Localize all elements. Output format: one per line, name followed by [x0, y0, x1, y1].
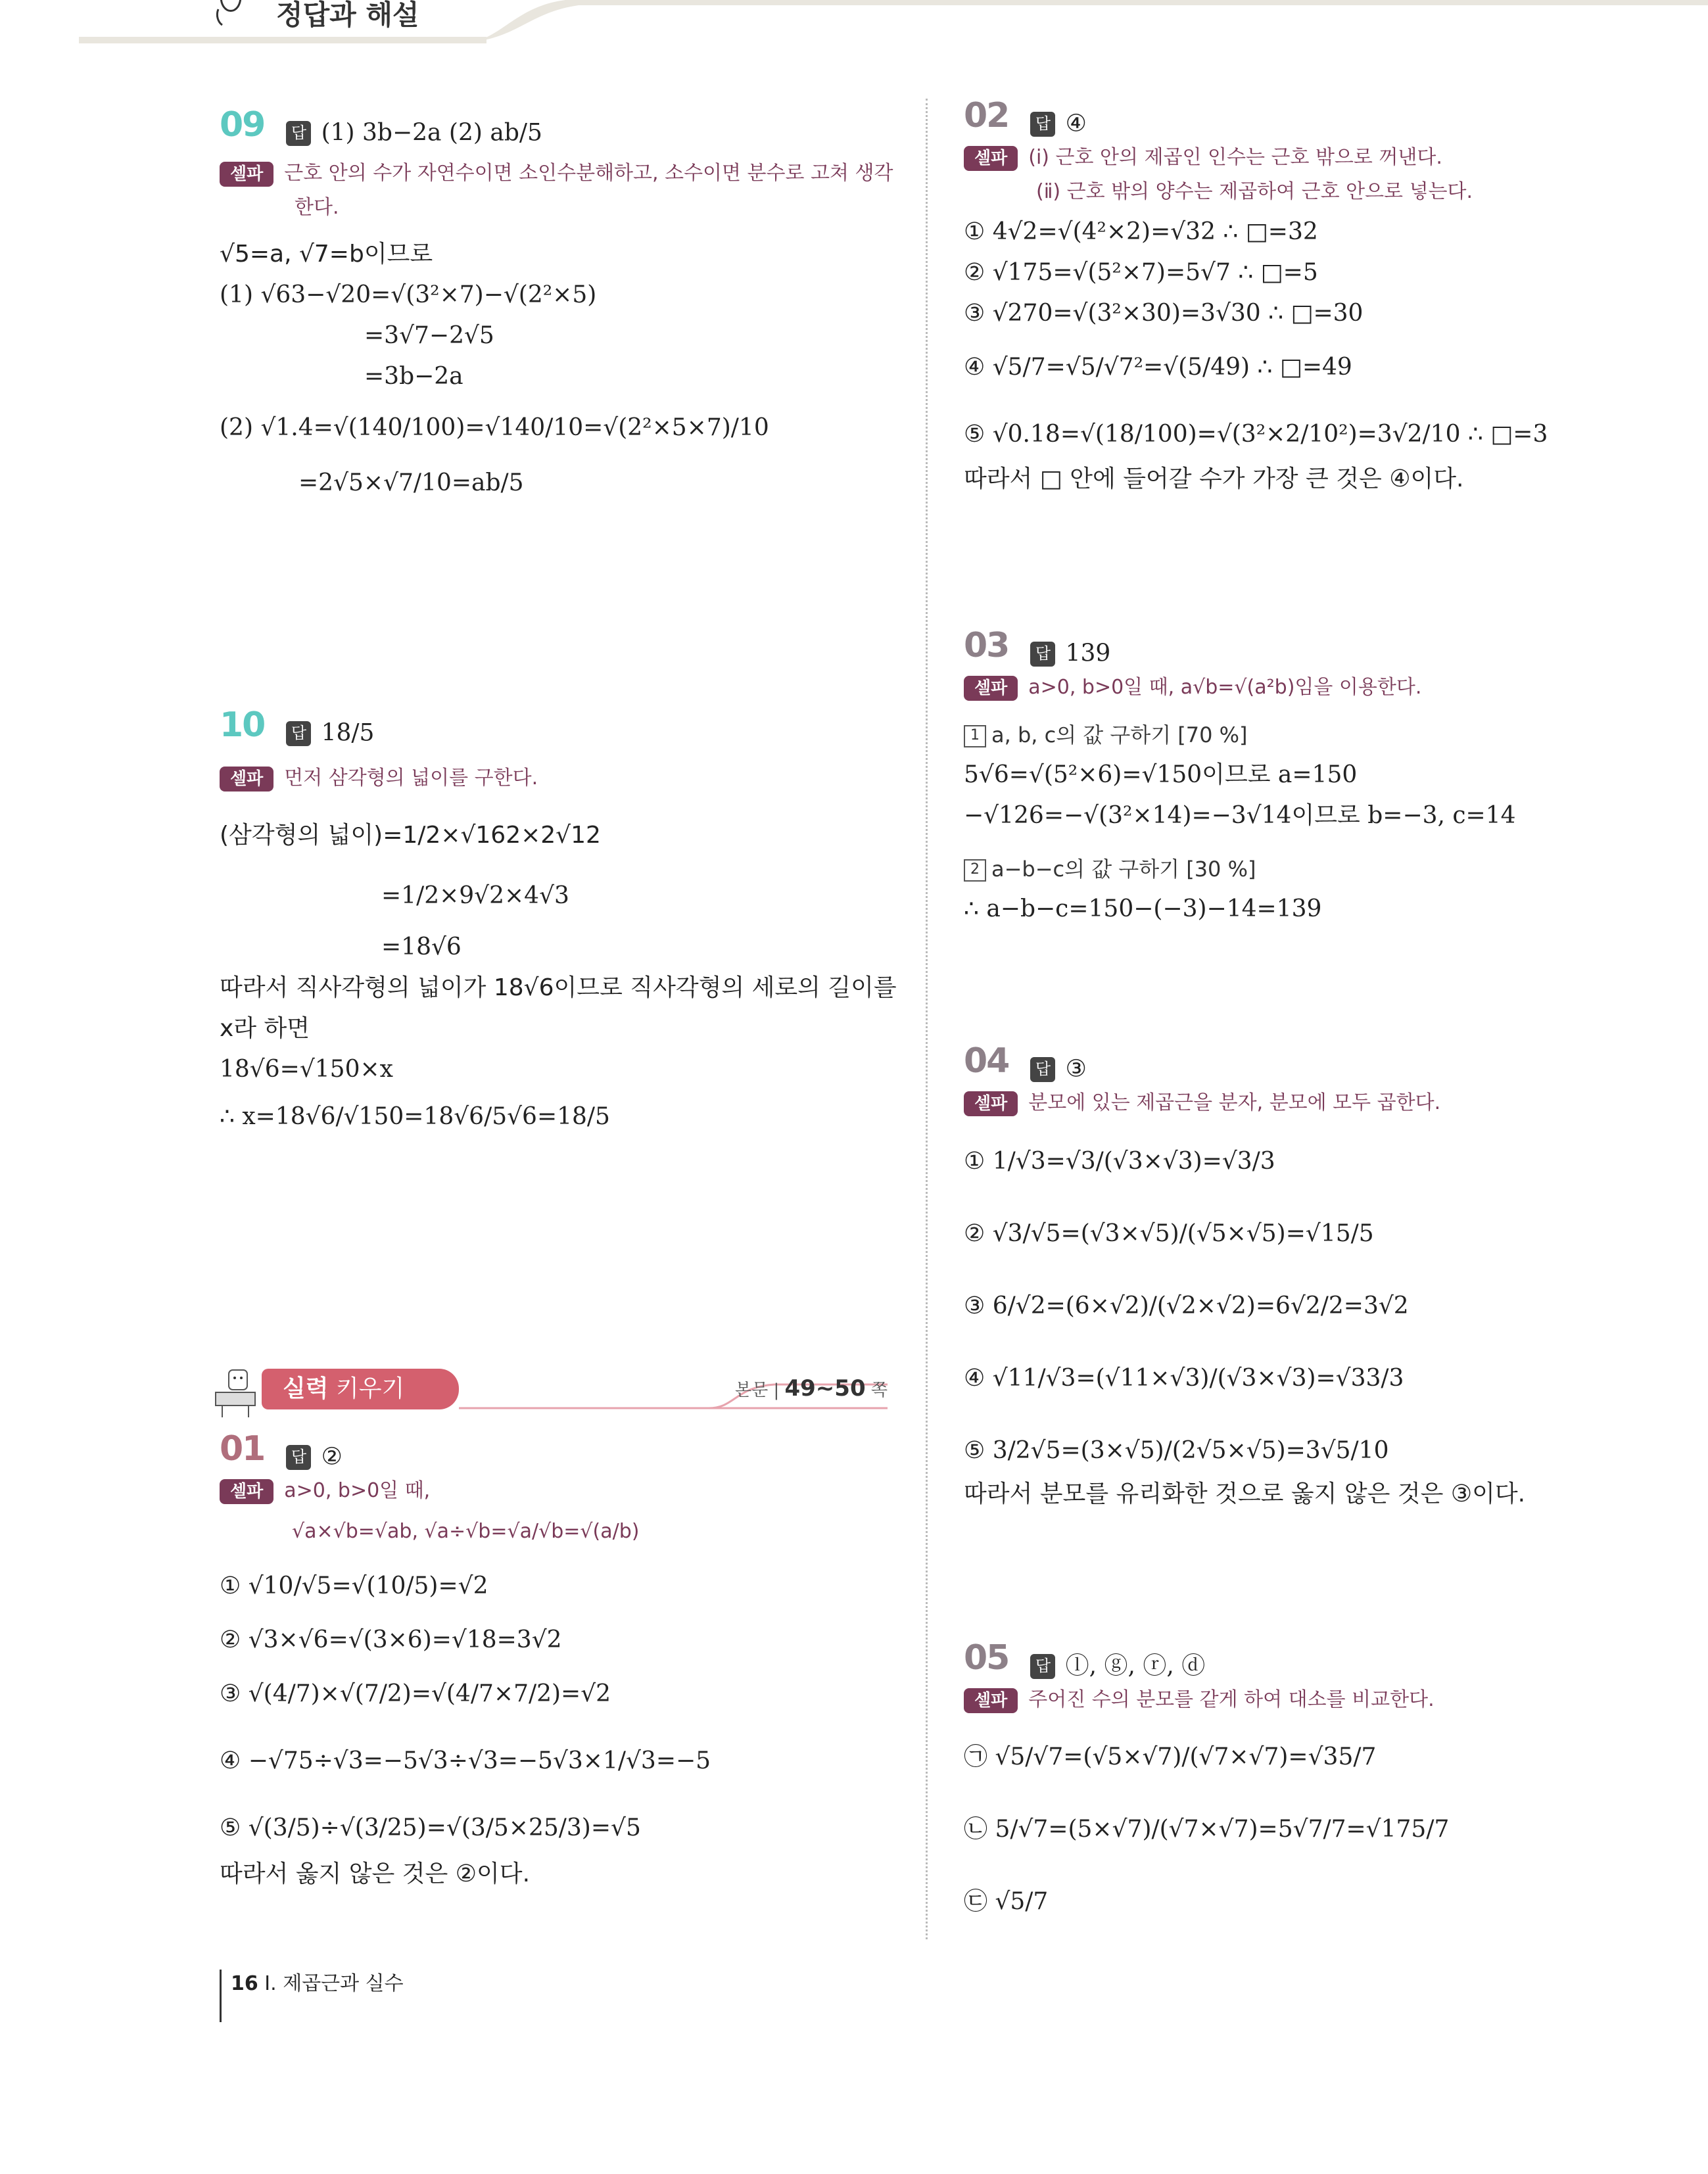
- solution-line: ⑤ √0.18=√(18/100)=√(3²×2/10²)=3√2/10 ∴ □=3: [964, 421, 1548, 448]
- tip-label: 셀파: [964, 146, 1018, 171]
- solution-line: 따라서 직사각형의 넓이가 18√6이므로 직사각형의 세로의 길이를: [220, 974, 897, 1001]
- banner-title-bold: 실력: [283, 1375, 329, 1402]
- tip-label: 셀파: [220, 162, 273, 187]
- solution-line: ② √3×√6=√(3×6)=√18=3√2: [220, 1626, 562, 1653]
- solution-line: (삼각형의 넓이)=1/2×√162×2√12: [220, 822, 601, 849]
- solution-line: (1) √63−√20=√(3²×7)−√(2²×5): [220, 281, 597, 308]
- tip-box: [220, 1474, 897, 1508]
- solution-line: ① 1/√3=√3/(√3×√3)=√3/3: [964, 1148, 1275, 1175]
- solution-line: 따라서 분모를 유리화한 것으로 옳지 않은 것은 ③이다.: [964, 1480, 1526, 1507]
- question-number: 02: [964, 96, 1009, 135]
- column-divider: [926, 99, 928, 1939]
- solution-line: ∴ a−b−c=150−(−3)−14=139: [964, 895, 1322, 922]
- section-banner: [209, 1361, 888, 1420]
- question-04: [964, 1036, 1687, 1515]
- banner-title: [262, 1369, 459, 1409]
- page-header: [0, 0, 1708, 43]
- solution-line: ④ −√75÷√3=−5√3÷√3=−5√3×1/√3=−5: [220, 1747, 711, 1774]
- solution-line: =2√5×√7/10=ab/5: [298, 469, 524, 496]
- solution-line: ③ 6/√2=(6×√2)/(√2×√2)=6√2/2=3√2: [964, 1292, 1409, 1319]
- page-reference: [735, 1375, 888, 1402]
- solution-line: ② √3/√5=(√3×√5)/(√5×√5)=√15/5: [964, 1220, 1374, 1247]
- tip-label: 셀파: [964, 676, 1018, 701]
- step-badge: 1: [964, 725, 986, 747]
- tip-label: 셀파: [220, 767, 273, 792]
- tip-text: a>0, b>0일 때,: [284, 1479, 431, 1502]
- question-01: [220, 1424, 897, 1895]
- answer-value: ②: [321, 1443, 343, 1471]
- solution-line: ∴ x=18√6/√150=18√6/5√6=18/5: [220, 1103, 610, 1130]
- solution-line: =3b−2a: [364, 363, 463, 390]
- solution-line: 18√6=√150×x: [220, 1056, 393, 1083]
- tip-text: 주어진 수의 분모를 같게 하여 대소를 비교한다.: [1028, 1688, 1435, 1711]
- solution-line: ⑤ 3/2√5=(3×√5)/(2√5×√5)=3√5/10: [964, 1437, 1389, 1464]
- solution-line: ③ √270=√(3²×30)=3√30 ∴ □=30: [964, 300, 1364, 327]
- answer-value: 139: [1065, 640, 1111, 667]
- question-05: [964, 1633, 1687, 1922]
- solution-line: ① √10/√5=√(10/5)=√2: [220, 1572, 488, 1599]
- answer-icon: 답: [1030, 1057, 1055, 1082]
- ref-pages: 49~50: [784, 1375, 866, 1402]
- answer-icon: 답: [286, 121, 311, 146]
- tip-box: [964, 1086, 1687, 1120]
- tip-label: 셀파: [220, 1479, 273, 1504]
- solution-line: ㉡ 5/√7=(5×√7)/(√7×√7)=5√7/7=√175/7: [964, 1816, 1450, 1843]
- tip-box: [964, 671, 1687, 705]
- answer-value: ④: [1065, 110, 1087, 137]
- banner-title-rest: 키우기: [328, 1375, 405, 1402]
- question-number: 04: [964, 1041, 1009, 1081]
- step-title: a, b, c의 값 구하기 [70 %]: [991, 722, 1248, 747]
- solution-line: (2) √1.4=√(140/100)=√140/10=√(2²×5×7)/10: [220, 414, 769, 441]
- tip-label: 셀파: [964, 1688, 1018, 1713]
- answer-icon: 답: [1030, 642, 1055, 667]
- solution-line: ⑤ √(3/5)÷√(3/25)=√(3/5×25/3)=√5: [220, 1814, 641, 1841]
- tip-box: [964, 141, 1687, 175]
- chapter-title: I. 제곱근과 실수: [264, 1972, 404, 1995]
- tip-label: 셀파: [964, 1091, 1018, 1116]
- solution-line: =3√7−2√5: [364, 322, 494, 349]
- solution-line: ④ √11/√3=(√11×√3)/(√3×√3)=√33/3: [964, 1365, 1404, 1392]
- step-2-heading: [964, 849, 1687, 889]
- solution-line: =1/2×9√2×4√3: [381, 882, 569, 909]
- step-title: a−b−c의 값 구하기 [30 %]: [991, 857, 1256, 882]
- solution-line: =18√6: [381, 933, 462, 960]
- answer-value: (1) 3b−2a (2) ab/5: [321, 119, 542, 147]
- tip-text: (ⅰ) 근호 안의 제곱인 인수는 근호 밖으로 꺼낸다.: [1028, 146, 1442, 169]
- tip-box: [220, 761, 897, 795]
- solution-line: x라 하면: [220, 1015, 310, 1042]
- tip-text-cont: 한다.: [295, 196, 339, 219]
- tip-text: 분모에 있는 제곱근을 분자, 분모에 모두 곱한다.: [1028, 1091, 1441, 1114]
- solution-line: 5√6=√(5²×6)=√150이므로 a=150: [964, 761, 1358, 788]
- solution-line: ① 4√2=√(4²×2)=√32 ∴ □=32: [964, 218, 1318, 245]
- header-band-shape: [0, 0, 1708, 43]
- tip-formula: √a×√b=√ab, √a÷√b=√a/√b=√(a/b): [292, 1520, 640, 1543]
- answer-icon: 답: [286, 1445, 311, 1470]
- tip-text-cont: (ⅱ) 근호 밖의 양수는 제곱하여 근호 안으로 넣는다.: [1036, 180, 1473, 203]
- ref-prefix: 본문 |: [734, 1381, 780, 1400]
- page-number: 16: [231, 1972, 258, 1995]
- solution-line: ④ √5/7=√5/√7²=√(5/49) ∴ □=49: [964, 354, 1352, 381]
- solution-line: ③ √(4/7)×√(7/2)=√(4/7×7/2)=√2: [220, 1680, 611, 1707]
- solution-line: 따라서 □ 안에 들어갈 수가 가장 큰 것은 ④이다.: [964, 465, 1464, 492]
- step-1-heading: [964, 715, 1687, 755]
- question-10: [220, 697, 897, 1137]
- header-title: 정답과 해설: [276, 0, 419, 31]
- answer-value: ③: [1065, 1055, 1087, 1083]
- ref-suffix: 쪽: [870, 1381, 888, 1400]
- tip-text: 먼저 삼각형의 넓이를 구한다.: [284, 767, 538, 790]
- tip-text: a>0, b>0일 때, a√b=√(a²b)임을 이용한다.: [1028, 676, 1422, 699]
- answer-icon: 답: [286, 721, 311, 746]
- question-02: [964, 91, 1687, 500]
- answer-value: 18/5: [321, 719, 375, 747]
- answer-icon: 답: [1030, 112, 1055, 137]
- question-09: [220, 99, 897, 504]
- solution-line: −√126=−√(3²×14)=−3√14이므로 b=−3, c=14: [964, 802, 1516, 829]
- tip-box: [220, 156, 897, 191]
- question-number: 03: [964, 626, 1009, 665]
- answer-icon: 답: [1030, 1654, 1055, 1679]
- step-badge: 2: [964, 859, 986, 882]
- solution-line: 따라서 옳지 않은 것은 ②이다.: [220, 1860, 531, 1887]
- question-number: 10: [220, 705, 265, 745]
- answer-value: ⓛ, ⓖ, ⓡ, ⓓ: [1065, 1652, 1206, 1680]
- question-number: 01: [220, 1429, 265, 1469]
- solution-line: √5=a, √7=b이므로: [220, 241, 433, 268]
- solution-line: ② √175=√(5²×7)=5√7 ∴ □=5: [964, 259, 1318, 286]
- solution-line: ㉠ √5/√7=(√5×√7)/(√7×√7)=√35/7: [964, 1743, 1377, 1770]
- question-number: 05: [964, 1638, 1009, 1678]
- tip-box: [964, 1683, 1687, 1717]
- question-number: 09: [220, 105, 265, 145]
- student-character-icon: [209, 1361, 262, 1420]
- page-footer: [220, 1970, 404, 2022]
- question-03: [964, 621, 1687, 930]
- solution-line: ㉢ √5/7: [964, 1888, 1049, 1915]
- pencil-character-icon: [214, 0, 254, 29]
- tip-text: 근호 안의 수가 자연수이면 소인수분해하고, 소수이면 분수로 고쳐 생각: [284, 162, 893, 185]
